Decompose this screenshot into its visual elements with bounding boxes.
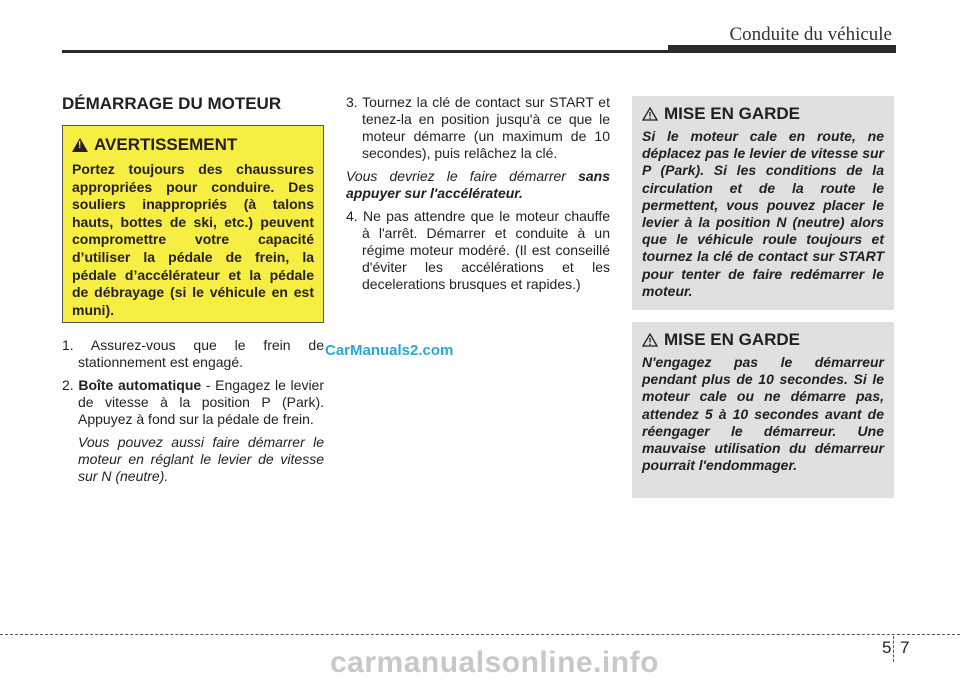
caution-triangle-icon [642, 333, 658, 347]
step-4 [346, 208, 610, 293]
caution-1-title-row [642, 104, 884, 124]
caution-1-body: Si le moteur cale en route, ne déplacez pas le levier de vitesse sur P (Park). Si les conditions de la circulation et de la route le permettent, vous pouvez placer le levier à la position N (neutre) alors que le véhicule roule toujours et tournez la clé de contact sur START pour tenter de faire redémarrer le moteur. [642, 128, 884, 299]
caution-2-body: N'engagez pas le démarreur pendant plus de 10 secondes. Si le moteur cale ou ne démarre pas, attendez 5 à 10 secondes avant de réengager le démarreur. Une mauvaise utilisation du démarreur pourrait l'endommager. [642, 354, 884, 474]
warning-triangle-icon [72, 138, 88, 152]
page-number-divider [893, 636, 894, 662]
middle-column-steps [346, 94, 610, 299]
step-3-note-text: Vous devriez le faire démarrer [346, 168, 579, 184]
chapter-number: 5 [882, 638, 892, 657]
warning-title-row [72, 135, 314, 155]
step-1-number: 1. [62, 337, 74, 353]
caution-1-title: MISE EN GARDE [664, 104, 801, 123]
warning-title: AVERTISSEMENT [94, 135, 238, 154]
section-title: DÉMARRAGE DU MOTEUR [62, 94, 282, 113]
caution-2-title-row [642, 330, 884, 350]
step-2-heading: Boîte automatique [78, 377, 202, 393]
caution-box-2 [632, 322, 894, 498]
watermark-bottom: carmanualsonline.info [330, 646, 659, 679]
header-rule-accent [668, 45, 896, 53]
step-3 [346, 94, 610, 162]
step-3-note-bold: sans appuyer sur l'accélérateur. [346, 168, 610, 201]
step-4-text: Ne pas attendre que le moteur chauffe à l'arrêt. Démarrer et conduite à un régime moteur modéré. (Il est conseillé d'éviter les accélérations et les decelerations brusques et rapides.) [362, 208, 610, 292]
caution-box-1 [632, 96, 894, 310]
warning-body: Portez toujours des chaussures appropriées pour conduire. Des souliers inappropriés (à talons hauts, bottes de ski, etc.) peuvent compromettre votre capacité d’utiliser la pédale de frein, la pédale d’accélérateur et la pédale de débrayage (si le véhicule en est muni). [72, 161, 314, 318]
step-4-number: 4. [346, 208, 358, 224]
step-1-text: Assurez-vous que le frein de stationnement est engagé. [78, 337, 324, 370]
page-header-title: Conduite du véhicule [729, 24, 892, 45]
step-3-number: 3. [346, 94, 358, 110]
step-2 [62, 377, 324, 428]
step-3-text: Tournez la clé de contact sur START et tenez-la en position jusqu'à ce que le moteur démarre (un maximum de 10 secondes), puis relâchez la clé. [362, 94, 610, 161]
step-3-note [346, 168, 610, 202]
warning-box [62, 125, 324, 323]
step-2-text: - Engagez le levier de vitesse à la position P (Park). Appuyez à fond sur la pédale de frein. [78, 377, 324, 427]
footer-rule [0, 634, 960, 635]
caution-triangle-icon [642, 107, 658, 121]
step-2-note: Vous pouvez aussi faire démarrer le moteur en réglant le levier de vitesse sur N (neutre). [78, 434, 324, 484]
caution-2-title: MISE EN GARDE [664, 330, 801, 349]
page-number: 7 [900, 638, 910, 657]
step-2-number: 2. [62, 377, 74, 393]
watermark-top: CarManuals2.com [325, 342, 454, 359]
left-column-steps [62, 337, 324, 491]
step-1 [62, 337, 324, 371]
